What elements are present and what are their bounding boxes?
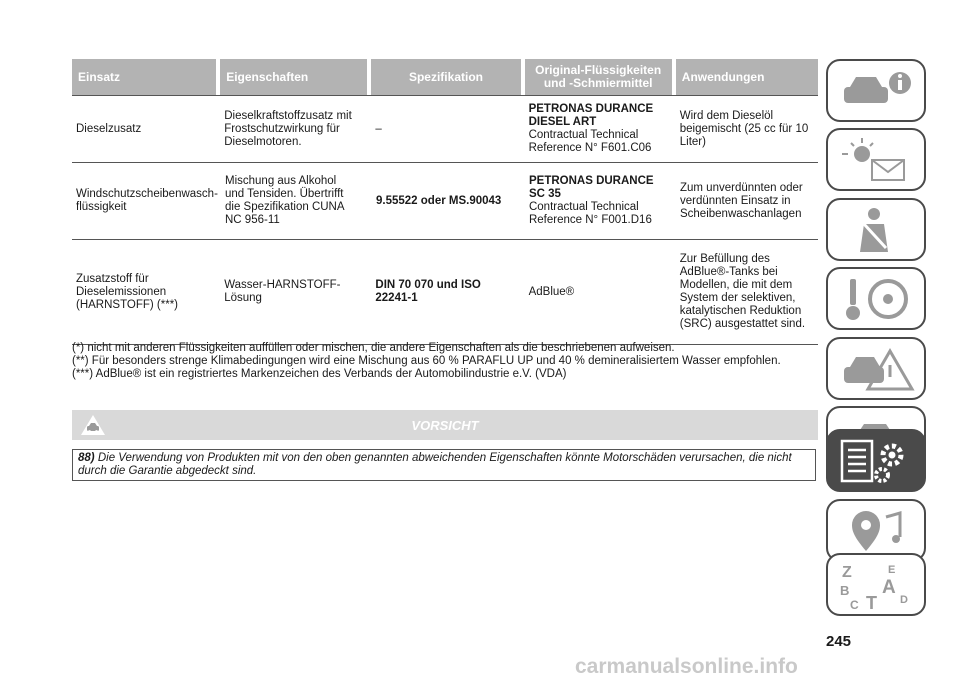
header-spezifikation: Spezifikation [371, 59, 520, 95]
key-steering-wheel-icon [838, 275, 918, 323]
cell-anwendungen: Zur Befüllung des AdBlue®-Tanks bei Modellen, die mit dem System der selektiven, katalytischen Reduktion (SRC) ausgestattet sind. [679, 253, 806, 330]
index-letter: D [900, 594, 908, 606]
tab-starting-driving[interactable] [826, 267, 926, 330]
header-anwendungen: Anwendungen [676, 59, 818, 95]
sun-mail-icon [838, 136, 918, 184]
warning-number: 88) [78, 452, 95, 464]
cell-original: PETRONAS DURANCE DIESEL ART Contractual Technical Reference N° F601.C06 [528, 103, 654, 154]
checklist-gear-icon [838, 437, 918, 485]
cell-eigenschaften: Mischung aus Alkohol und Tensiden. Übertrifft die Spezifikation CUNA NC 956-11 [225, 175, 345, 226]
cell-einsatz: Zusatzstoff für Dieselemissionen (HARNSTOFF) (***) [76, 272, 179, 311]
cell-einsatz: Windschutzscheibenwasch- flüssigkeit [76, 188, 218, 213]
index-letter: E [888, 564, 896, 576]
cell-spezifikation: 9.55522 oder MS.90043 [376, 194, 502, 207]
index-letter: C [850, 598, 859, 609]
index-letter: Z [842, 564, 852, 581]
tab-emergency[interactable] [826, 337, 926, 400]
footnote: (**) Für besonders strenge Klimabedingungen wird eine Mischung aus 60 % PARAFLU UP und 40 % demineralisiertem Wasser empfohlen. [72, 355, 781, 367]
car-info-icon [838, 67, 918, 115]
index-letter: A [882, 577, 896, 598]
cell-original: AdBlue® [528, 285, 575, 298]
warning-body [72, 449, 816, 481]
seatbelt-icon [838, 206, 918, 254]
table-header [72, 59, 818, 95]
warning-text-continued: durch die Garantie abgedeckt sind. [78, 465, 257, 477]
cell-eigenschaften: Dieselkraftstoffzusatz mit Frostschutzwirkung für Dieselmotoren. [224, 109, 352, 148]
table-row [72, 95, 818, 163]
table-row [72, 240, 818, 345]
warning-text: Die Verwendung von Produkten mit von den oben genannten abweichenden Eigenschaften könnte Motorschäden verursachen, die nicht [97, 452, 792, 464]
watermark: carmanualsonline.info [575, 655, 798, 678]
page-number: 245 [826, 633, 852, 650]
warning-title: VORSICHT [411, 418, 479, 433]
tab-safety[interactable] [826, 198, 926, 261]
cell-anwendungen: Zum unverdünnten oder verdünnten Einsatz in Scheibenwaschanlagen [679, 181, 803, 220]
header-original: Original-Flüssigkeiten und -Schmiermittel [525, 59, 672, 95]
warning-triangle-icon [838, 345, 918, 393]
tab-index[interactable] [826, 553, 926, 616]
cell-original: PETRONAS DURANCE SC 35 Contractual Technical Reference N° F001.D16 [528, 175, 654, 226]
index-letter: T [866, 593, 877, 609]
cell-anwendungen: Wird dem Dieselöl beigemischt (25 cc für 10 Liter) [679, 109, 809, 148]
tab-car-info[interactable] [826, 59, 926, 122]
table-row [72, 163, 818, 240]
cell-einsatz: Dieselzusatz [76, 122, 142, 135]
index-letter: B [840, 583, 850, 598]
navigation-music-icon [838, 507, 918, 555]
tab-lights-messages[interactable] [826, 128, 926, 191]
cell-spezifikation: – [375, 122, 382, 135]
alphabet-index-icon [838, 561, 918, 609]
footnotes [72, 342, 832, 381]
fluids-table [72, 59, 818, 345]
cell-spezifikation: DIN 70 070 und ISO 22241-1 [375, 279, 481, 304]
cell-eigenschaften: Wasser-HARNSTOFF- Lösung [224, 279, 341, 304]
footnote: (*) nicht mit anderen Flüssigkeiten auffüllen oder mischen, die andere Eigenschaften als die beschriebenen aufweisen. [72, 342, 675, 354]
footnote: (***) AdBlue® ist ein registriertes Markenzeichen des Verbands der Automobilindustrie e.V. (VDA) [72, 368, 567, 380]
warning-header [72, 410, 818, 440]
header-einsatz: Einsatz [72, 59, 216, 95]
tab-technical-data[interactable] [826, 429, 926, 492]
header-eigenschaften: Eigenschaften [220, 59, 367, 95]
